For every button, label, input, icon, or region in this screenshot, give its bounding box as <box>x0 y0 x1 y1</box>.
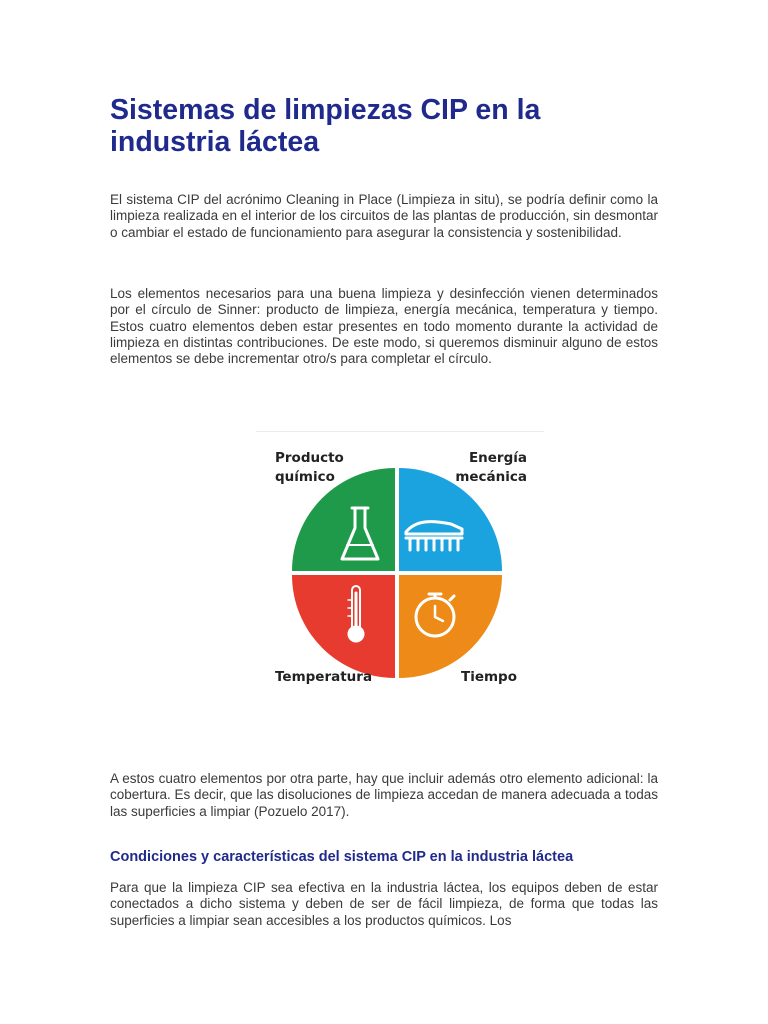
paragraph-coverage: A estos cuatro elementos por otra parte, hay que incluir además otro elemento adicional: la cobertura. Es decir, que las disoluciones de limpieza accedan de manera adecuada a todas las superficies a limpiar (Pozuelo 2017). <box>110 771 658 819</box>
label-line: mecánica <box>455 469 527 485</box>
page-title: Sistemas de limpiezas CIP en la industria láctea <box>110 94 541 158</box>
label-line: Energía <box>468 450 527 466</box>
paragraph-intro: El sistema CIP del acrónimo Cleaning in Place (Limpieza in situ), se podría definir como la limpieza realizada en el interior de los circuitos de las plantas de producción, sin desmontar o cambiar el estado de funcionamiento para asegurar la consistencia y sostenibilidad. <box>110 192 658 240</box>
sinner-circle-figure <box>256 431 544 696</box>
label-line: Tiempo <box>461 669 517 685</box>
label-line: Temperatura <box>275 669 373 685</box>
paragraph-conditions: Para que la limpieza CIP sea efectiva en la industria láctea, los equipos deben de estar conectados a dicho sistema y deben de ser de fácil limpieza, de forma que todas las superficies a limpiar sean accesibles a los productos químicos. Los <box>110 880 658 928</box>
label-time <box>461 668 517 687</box>
label-line: químico <box>275 469 335 485</box>
label-temperature <box>275 668 372 687</box>
label-chemical-product <box>275 449 344 487</box>
label-line: Producto <box>275 450 344 466</box>
quadrant-temperature <box>292 575 395 678</box>
section-heading: Condiciones y características del sistema CIP en la industria láctea <box>110 849 574 865</box>
label-mechanical-energy <box>455 449 527 487</box>
paragraph-sinner: Los elementos necesarios para una buena limpieza y desinfección vienen determinados por el círculo de Sinner: producto de limpieza, energía mecánica, temperatura y tiempo. Estos cuatro elementos deben estar presentes en todo momento durante la actividad de limpieza en distintas contribuciones. De este modo, si queremos disminuir alguno de estos elementos se debe incrementar otro/s para completar el círculo. <box>110 286 658 367</box>
